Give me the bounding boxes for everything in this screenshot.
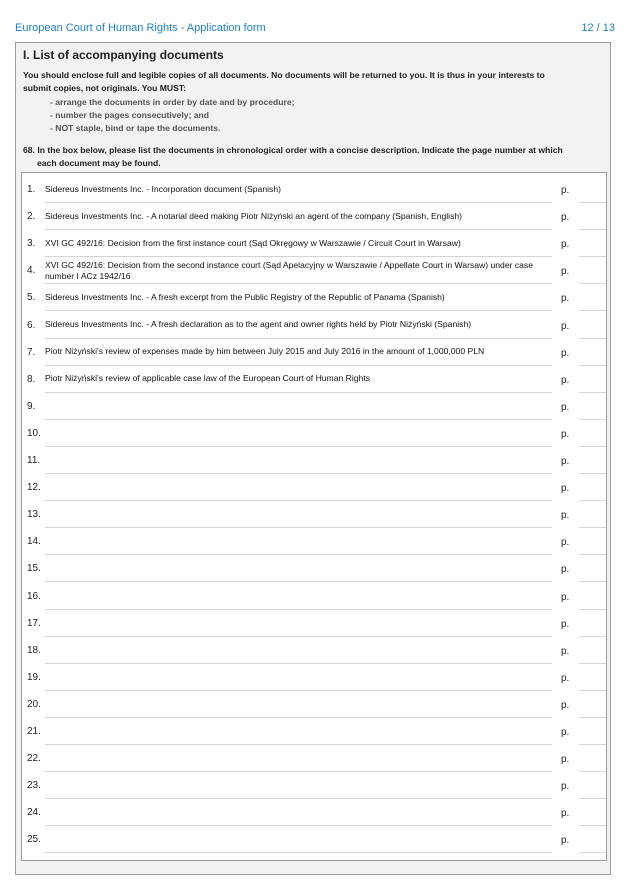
page-label: p. (561, 212, 570, 224)
page-number-field[interactable] (579, 555, 606, 582)
page-number-field[interactable] (579, 772, 606, 799)
page-number-field[interactable] (579, 610, 606, 637)
page-label: p. (561, 401, 570, 413)
page-label: p. (561, 808, 570, 820)
document-number: 5. (27, 292, 36, 304)
accompanying-documents-section (15, 42, 611, 875)
document-row (22, 393, 606, 420)
document-number: 9. (27, 400, 36, 412)
document-number: 13. (27, 509, 41, 521)
instructions-line: You should enclose full and legible copies of all documents. No documents will be returned to you. It is thus in your interests to (23, 70, 545, 80)
page-label: p. (561, 374, 570, 386)
document-number: 10. (27, 427, 41, 439)
document-number: 16. (27, 590, 41, 602)
document-row (22, 230, 606, 257)
document-number: 11. (27, 455, 41, 466)
page-number-field[interactable] (579, 691, 606, 718)
document-number: 3. (27, 238, 36, 250)
document-description-field[interactable] (45, 691, 552, 718)
document-number: 17. (27, 617, 41, 629)
page-label: p. (561, 727, 570, 738)
document-row (22, 339, 606, 366)
page-number-field[interactable] (579, 339, 606, 366)
page-number-field[interactable] (579, 583, 606, 610)
document-description-field[interactable] (45, 718, 552, 745)
document-description-field[interactable] (45, 447, 552, 474)
document-header-title: European Court of Human Rights - Application form (15, 22, 266, 34)
document-description-field[interactable]: Sidereus Investments Inc. - Incorporation document (Spanish) (45, 176, 552, 203)
document-number: 14. (27, 536, 41, 548)
document-number: 20. (27, 698, 41, 710)
document-row (22, 528, 606, 555)
document-row (22, 474, 606, 501)
page-label: p. (561, 754, 570, 766)
document-row (22, 447, 606, 474)
document-row (22, 826, 606, 853)
document-number: 12. (27, 482, 41, 494)
page-label: p. (561, 428, 570, 440)
instructions-line: submit copies, not originals. You MUST: (23, 83, 186, 93)
document-row (22, 583, 606, 610)
page-number-field[interactable] (579, 366, 606, 393)
document-description-field[interactable] (45, 637, 552, 664)
document-description-field[interactable] (45, 745, 552, 772)
document-number: 1. (27, 184, 36, 195)
document-number: 18. (27, 644, 41, 656)
page-number-field[interactable] (579, 420, 606, 447)
page-label: p. (561, 266, 570, 278)
document-row (22, 718, 606, 745)
page-number-field[interactable] (579, 230, 606, 257)
page-number-field[interactable] (579, 284, 606, 311)
document-row (22, 745, 606, 772)
page-label: p. (561, 320, 570, 332)
page-number-field[interactable] (579, 257, 606, 284)
document-number: 24. (27, 807, 41, 819)
page-label: p. (561, 347, 570, 359)
document-description-field[interactable] (45, 555, 552, 582)
document-row (22, 366, 606, 393)
document-row (22, 691, 606, 718)
page-number-field[interactable] (579, 745, 606, 772)
document-number: 2. (27, 211, 36, 223)
document-row (22, 312, 606, 339)
page-label: p. (561, 618, 570, 630)
document-row (22, 664, 606, 691)
page-number-field[interactable] (579, 664, 606, 691)
document-description-field[interactable] (45, 799, 552, 826)
page-number-field[interactable] (579, 176, 606, 203)
document-description-field[interactable]: Sidereus Investments Inc. - A fresh excerpt from the Public Registry of the Republic of Panama (Spanish) (45, 284, 552, 311)
page-label: p. (561, 564, 570, 576)
document-number: 22. (27, 753, 41, 765)
page-number-field[interactable] (579, 393, 606, 420)
document-row (22, 284, 606, 311)
page-indicator: 12 / 13 (581, 22, 615, 34)
document-number: 19. (27, 671, 41, 683)
page-label: p. (561, 456, 570, 467)
document-row (22, 257, 606, 284)
document-description-field[interactable] (45, 501, 552, 528)
page-label: p. (561, 699, 570, 711)
question-68-line: 68. In the box below, please list the documents in chronological order with a concise description. Indicate the page number at which (23, 145, 563, 155)
document-description-field[interactable] (45, 420, 552, 447)
document-description-field[interactable] (45, 664, 552, 691)
page-number-field[interactable] (579, 312, 606, 339)
document-row (22, 772, 606, 799)
page-number-field[interactable] (579, 718, 606, 745)
page-label: p. (561, 483, 570, 495)
document-row (22, 799, 606, 826)
document-description-field[interactable]: Piotr Niżyński's review of applicable case law of the European Court of Human Rights (45, 366, 552, 393)
page-label: p. (561, 185, 570, 196)
page-label: p. (561, 239, 570, 251)
document-number: 25. (27, 834, 41, 846)
document-description-field[interactable]: Piotr Niżyński's review of expenses made by him between July 2015 and July 2016 in the amount of 1,000,000 PLN (45, 339, 552, 366)
document-description-field[interactable] (45, 610, 552, 637)
document-number: 4. (27, 265, 36, 277)
section-title: I. List of accompanying documents (23, 48, 224, 62)
document-description-field[interactable] (45, 772, 552, 799)
document-description-field[interactable] (45, 583, 552, 610)
page-label: p. (561, 510, 570, 522)
page-label: p. (561, 672, 570, 684)
document-row (22, 203, 606, 230)
document-description-field[interactable] (45, 528, 552, 555)
document-description-field[interactable] (45, 393, 552, 420)
page-label: p. (561, 645, 570, 657)
document-description-field[interactable]: Sidereus Investments Inc. - A notarial deed making Piotr Niżyński an agent of the company (Spanish, English) (45, 203, 552, 230)
document-row (22, 420, 606, 447)
page-number-field[interactable] (579, 203, 606, 230)
page-number-field[interactable] (579, 447, 606, 474)
page-number-field[interactable] (579, 826, 606, 853)
requirement-item: - arrange the documents in order by date and by procedure; (50, 97, 295, 107)
document-number: 21. (27, 726, 41, 737)
document-number: 7. (27, 346, 36, 358)
document-description-field[interactable]: XVI GC 492/16: Decision from the second instance court (Sąd Apelacyjny w Warszawie / Appellate Court in Warsaw) under case number I ACz 1942/16 (45, 257, 552, 284)
question-68 (23, 144, 605, 170)
page-label: p. (561, 537, 570, 549)
document-row (22, 637, 606, 664)
document-description-field[interactable]: XVI GC 492/16: Decision from the first instance court (Sąd Okręgowy w Warszawie / Circuit Court in Warsaw) (45, 230, 552, 257)
documents-list-box (21, 172, 607, 861)
page-number-field[interactable] (579, 528, 606, 555)
requirements-list (50, 96, 295, 135)
document-number: 15. (27, 563, 41, 575)
document-number: 6. (27, 319, 36, 331)
page-number-field[interactable] (579, 637, 606, 664)
page-label: p. (561, 293, 570, 305)
requirement-item: - NOT staple, bind or tape the documents. (50, 123, 221, 133)
page-number-field[interactable] (579, 501, 606, 528)
instructions-text (23, 69, 603, 95)
page-label: p. (561, 835, 570, 847)
page-label: p. (561, 591, 570, 603)
document-description-field[interactable] (45, 826, 552, 853)
document-number: 23. (27, 780, 41, 792)
page-number-field[interactable] (579, 474, 606, 501)
page-label: p. (561, 781, 570, 793)
question-68-line: each document may be found. (37, 158, 161, 168)
page-number-field[interactable] (579, 799, 606, 826)
document-row (22, 501, 606, 528)
requirement-item: - number the pages consecutively; and (50, 110, 210, 120)
document-number: 8. (27, 373, 36, 385)
document-description-field[interactable]: Sidereus Investments Inc. - A fresh declaration as to the agent and owner rights held by Piotr Niżyński (Spanish) (45, 312, 552, 339)
document-row (22, 610, 606, 637)
document-row (22, 176, 606, 203)
document-description-field[interactable] (45, 474, 552, 501)
document-row (22, 555, 606, 582)
